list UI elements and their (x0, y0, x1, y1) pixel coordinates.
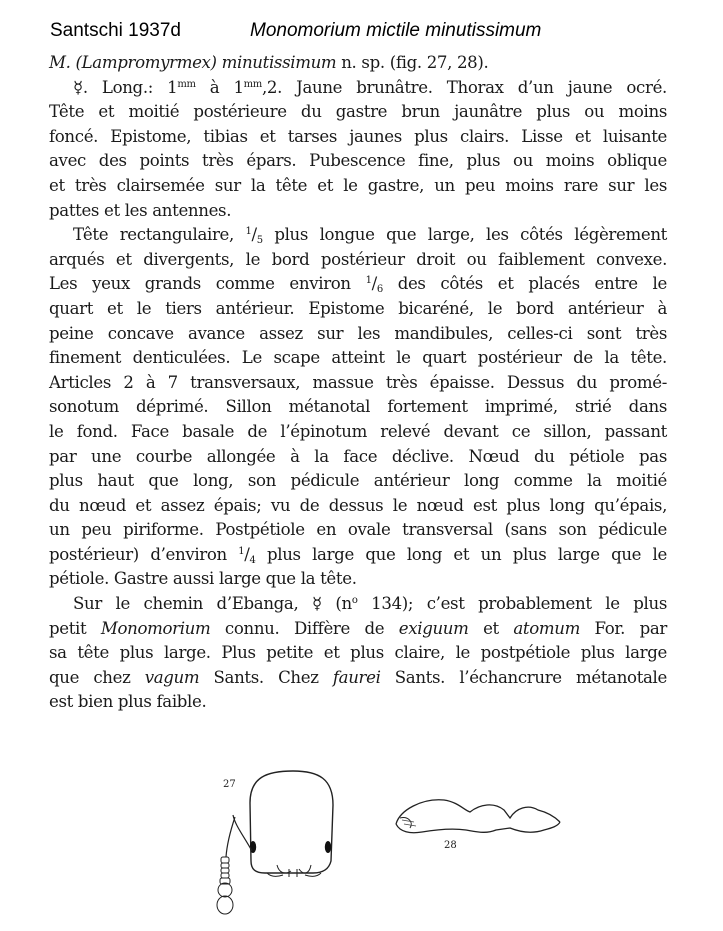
text-line-4: foncé. Epistome, tibias et tarses jaunes plus clairs. Lisse et luisante (49, 126, 667, 146)
figure-28-profile-drawing (392, 782, 564, 852)
text-line-2: ☿. Long.: $1^{mm}$ à $1^{mm},2$. Jaune brunâtre. Thorax d’un jaune ocré. (73, 77, 667, 97)
species-name-faurei: faurei (332, 667, 381, 687)
antenna-funiculus-icon (217, 857, 233, 914)
text-line-16: le fond. Face basale de l’épinotum relevé devant ce sillon, passant (49, 421, 667, 441)
antenna-scape-icon (233, 815, 252, 851)
text-line-5: avec des points très épars. Pubescence fine, plus ou moins oblique (49, 151, 667, 171)
species-note: n. sp. (fig. 27, 28). (336, 53, 489, 72)
figure-27-label: 27 (223, 779, 236, 790)
striae-icon (402, 820, 416, 826)
text-fragment: Sants. l’échancrure métanotale (380, 667, 667, 687)
text-fragment: connu. Diffère de (210, 618, 399, 638)
text-line-11: quart et le tiers antérieur. Epistome bicaréné, le bord antérieur à (49, 298, 667, 318)
mesosoma-dorsal-outline-icon (396, 800, 560, 824)
header-author-citation: Santschi 1937d (50, 20, 181, 41)
header-taxon-name: Monomorium mictile minutissimum (250, 20, 542, 41)
text-line-20: un peu piriforme. Postpétiole en ovale transversal (sans son pédicule (49, 520, 667, 540)
text-line-9: arqués et divergents, le bord postérieur droit ou faiblement convexe. (49, 249, 667, 269)
text-line-26 (49, 666, 667, 691)
head-outline-icon (250, 771, 333, 873)
eye-right-icon (325, 841, 331, 853)
worker-symbol: ☿ (312, 594, 322, 614)
text-line-7: pattes et les antennes. (49, 200, 232, 220)
text-fragment: Sants. Chez (199, 667, 333, 687)
text-line-8: Tête rectangulaire, $^1/_5$ plus longue que large, les côtés légèrement (73, 225, 667, 247)
text-line-1 (49, 51, 667, 76)
text-line-10: Les yeux grands comme environ $^1/_6$ des côtés et placés entre le (49, 274, 667, 296)
text-line-15: sonotum déprimé. Sillon métanotal fortement imprimé, strié dans (49, 397, 667, 417)
genus-name: Monomorium (100, 618, 211, 638)
figure-28-label: 28 (444, 840, 457, 851)
text-line-21: postérieur) d’environ $^1/_4$ plus large que long et un plus large que le (49, 544, 667, 566)
text-line-3: Tête et moitié postérieure du gastre brun jaunâtre plus ou moins (49, 102, 667, 122)
figure-27-head-drawing (205, 765, 345, 915)
text-fragment: que chez (49, 667, 145, 687)
text-fragment: et (468, 618, 514, 638)
description-text (49, 51, 667, 715)
text-line-13: finement denticulées. Le scape atteint le quart postérieur de la tête. (49, 348, 667, 368)
species-name-vagum: vagum (144, 667, 200, 687)
text-line-12: peine concave avance assez sur les mandibules, celles-ci sont très (49, 323, 667, 343)
text-line-24 (49, 617, 667, 642)
text-fragment: For. par (579, 618, 667, 638)
text-line-27: est bien plus faible. (49, 692, 207, 712)
coxa-icon (400, 818, 411, 828)
text-line-25: sa tête plus large. Plus petite et plus claire, le postpétiole plus large (49, 643, 667, 663)
eye-left-icon (250, 841, 256, 853)
species-name-exiguum: exiguum (398, 618, 469, 638)
text-fragment: petit (49, 618, 101, 638)
species-name: M. (Lampromyrmex) minutissimum (49, 53, 337, 72)
text-line-6: et très clairsemée sur la tête et le gastre, un peu moins rare sur les (49, 175, 667, 195)
page-header (50, 20, 690, 46)
text-line-23: Sur le chemin d’Ebanga, ☿ ($n^o$ 134); c’est probablement le plus (73, 594, 667, 614)
mesosoma-ventral-outline-icon (396, 822, 560, 833)
species-name-atomum: atomum (513, 618, 580, 638)
antenna-scape-icon (226, 817, 235, 857)
text-line-19: du nœud et assez épais; vu de dessus le nœud est plus long qu’épais, (49, 495, 667, 515)
worker-symbol: ☿ (73, 77, 83, 97)
clypeus-icon (277, 865, 311, 873)
text-line-17: par une courbe allongée à la face déclive. Nœud du pétiole pas (49, 446, 667, 466)
text-line-18: plus haut que long, son pédicule antérieur long comme la moitié (49, 471, 667, 491)
text-line-22: pétiole. Gastre aussi large que la tête. (49, 569, 357, 589)
text-line-14: Articles 2 à 7 transversaux, massue très épaisse. Dessus du promé- (49, 372, 667, 392)
